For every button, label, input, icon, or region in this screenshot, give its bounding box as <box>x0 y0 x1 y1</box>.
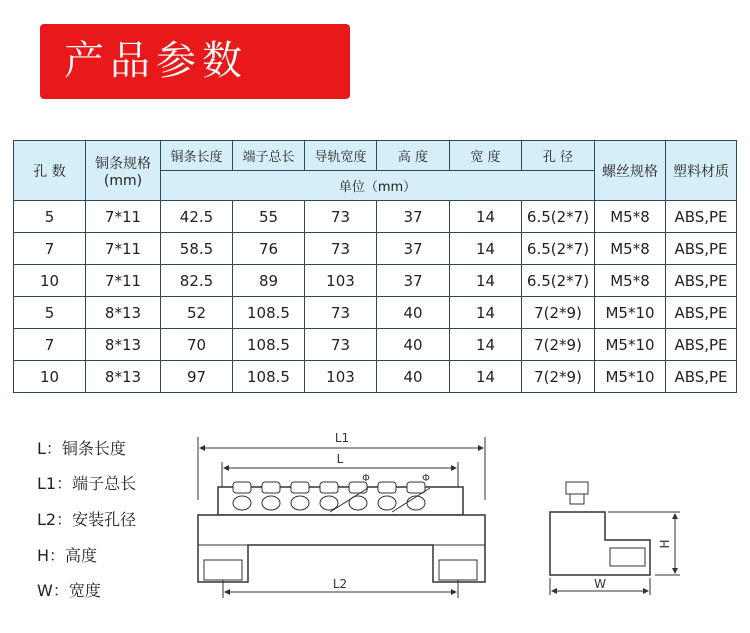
table-cell: 97 <box>161 361 233 393</box>
legend-item: L2：安装孔径 <box>37 510 137 529</box>
table-cell: 40 <box>377 361 450 393</box>
table-cell: ABS,PE <box>666 201 737 233</box>
table-cell: 73 <box>305 233 377 265</box>
table-cell: ABS,PE <box>666 329 737 361</box>
table-cell: 103 <box>305 265 377 297</box>
header-width: 宽 度 <box>450 141 522 171</box>
label-l: L <box>336 452 344 466</box>
table-cell: 5 <box>14 201 86 233</box>
table-cell: 73 <box>305 297 377 329</box>
legend-item: L1：端子总长 <box>37 474 137 493</box>
header-copper-length: 铜条长度 <box>161 141 233 171</box>
header-hole-diameter: 孔 径 <box>522 141 595 171</box>
table-cell: 8*13 <box>86 361 161 393</box>
screw-head <box>233 482 251 493</box>
table-cell: M5*8 <box>595 201 666 233</box>
label-w: W <box>594 577 606 591</box>
copper-bar <box>218 487 463 515</box>
table-cell: 14 <box>450 329 522 361</box>
table-cell: 89 <box>233 265 305 297</box>
header-copper-size-label: 铜条规格 <box>95 155 151 172</box>
table-cell: 7 <box>14 233 86 265</box>
table-cell: 82.5 <box>161 265 233 297</box>
table-cell: 7(2*9) <box>522 361 595 393</box>
header-copper-size-unit: (mm) <box>103 172 143 189</box>
side-screw-head <box>566 482 588 494</box>
screw-hole <box>320 496 338 510</box>
table-cell: 5 <box>14 297 86 329</box>
table-cell: ABS,PE <box>666 233 737 265</box>
table-cell: 73 <box>305 329 377 361</box>
table-cell: ABS,PE <box>666 361 737 393</box>
table-cell: 108.5 <box>233 361 305 393</box>
legend-item: W：宽度 <box>37 581 101 600</box>
legend-item: H：高度 <box>37 546 98 565</box>
banner-title: 产品参数 <box>64 38 248 84</box>
table-cell: 7*11 <box>86 201 161 233</box>
table-cell: 14 <box>450 297 522 329</box>
table-cell: 6.5(2*7) <box>522 201 595 233</box>
table-cell: 6.5(2*7) <box>522 233 595 265</box>
table-cell: 108.5 <box>233 297 305 329</box>
table-cell: M5*10 <box>595 361 666 393</box>
table-cell: 7*11 <box>86 233 161 265</box>
table-cell: ABS,PE <box>666 265 737 297</box>
screw-head <box>320 482 338 493</box>
header-rail-width: 导轨宽度 <box>305 141 377 171</box>
screw-hole <box>233 496 251 510</box>
table-cell: 42.5 <box>161 201 233 233</box>
table-cell: 40 <box>377 329 450 361</box>
label-h: H <box>658 539 672 549</box>
table-cell: 55 <box>233 201 305 233</box>
screw-hole <box>378 496 396 510</box>
table-cell: 70 <box>161 329 233 361</box>
header-plastic-material: 塑料材质 <box>666 141 737 201</box>
screw-hole <box>407 496 425 510</box>
header-screw-spec: 螺丝规格 <box>595 141 666 201</box>
header-unit: 单位（mm） <box>161 171 595 201</box>
table-cell: 103 <box>305 361 377 393</box>
table-cell: 37 <box>377 201 450 233</box>
table-cell: 37 <box>377 265 450 297</box>
table-cell: 7 <box>14 329 86 361</box>
table-cell: M5*10 <box>595 329 666 361</box>
screw-hole <box>291 496 309 510</box>
header-terminal-length: 端子总长 <box>233 141 305 171</box>
table-cell: 10 <box>14 265 86 297</box>
header-holes: 孔 数 <box>14 141 86 201</box>
label-phi-2: Φ <box>422 473 430 484</box>
table-cell: 14 <box>450 361 522 393</box>
legend-item: L：铜条长度 <box>37 439 126 458</box>
table-cell: 58.5 <box>161 233 233 265</box>
table-cell: 52 <box>161 297 233 329</box>
table-cell: M5*8 <box>595 233 666 265</box>
label-l1: L1 <box>334 431 350 445</box>
table-cell: 10 <box>14 361 86 393</box>
table-cell: 14 <box>450 233 522 265</box>
table-cell: 8*13 <box>86 297 161 329</box>
table-cell: M5*8 <box>595 265 666 297</box>
table-cell: 14 <box>450 265 522 297</box>
label-l2: L2 <box>332 577 348 591</box>
table-cell: 6.5(2*7) <box>522 265 595 297</box>
left-foot <box>204 560 242 580</box>
table-cell: 7(2*9) <box>522 329 595 361</box>
table-cell: M5*10 <box>595 297 666 329</box>
table-cell: 14 <box>450 201 522 233</box>
table-cell: 76 <box>233 233 305 265</box>
table-cell: 7*11 <box>86 265 161 297</box>
screw-hole <box>262 496 280 510</box>
table-cell: 108.5 <box>233 329 305 361</box>
label-phi-1: Φ <box>362 473 370 484</box>
header-height: 高 度 <box>377 141 450 171</box>
screw-head <box>291 482 309 493</box>
screw-head <box>378 482 396 493</box>
table-cell: 40 <box>377 297 450 329</box>
right-foot <box>439 560 477 580</box>
table-cell: 7(2*9) <box>522 297 595 329</box>
table-cell: ABS,PE <box>666 297 737 329</box>
table-cell: 37 <box>377 233 450 265</box>
table-cell: 73 <box>305 201 377 233</box>
screw-head <box>262 482 280 493</box>
table-cell: 8*13 <box>86 329 161 361</box>
